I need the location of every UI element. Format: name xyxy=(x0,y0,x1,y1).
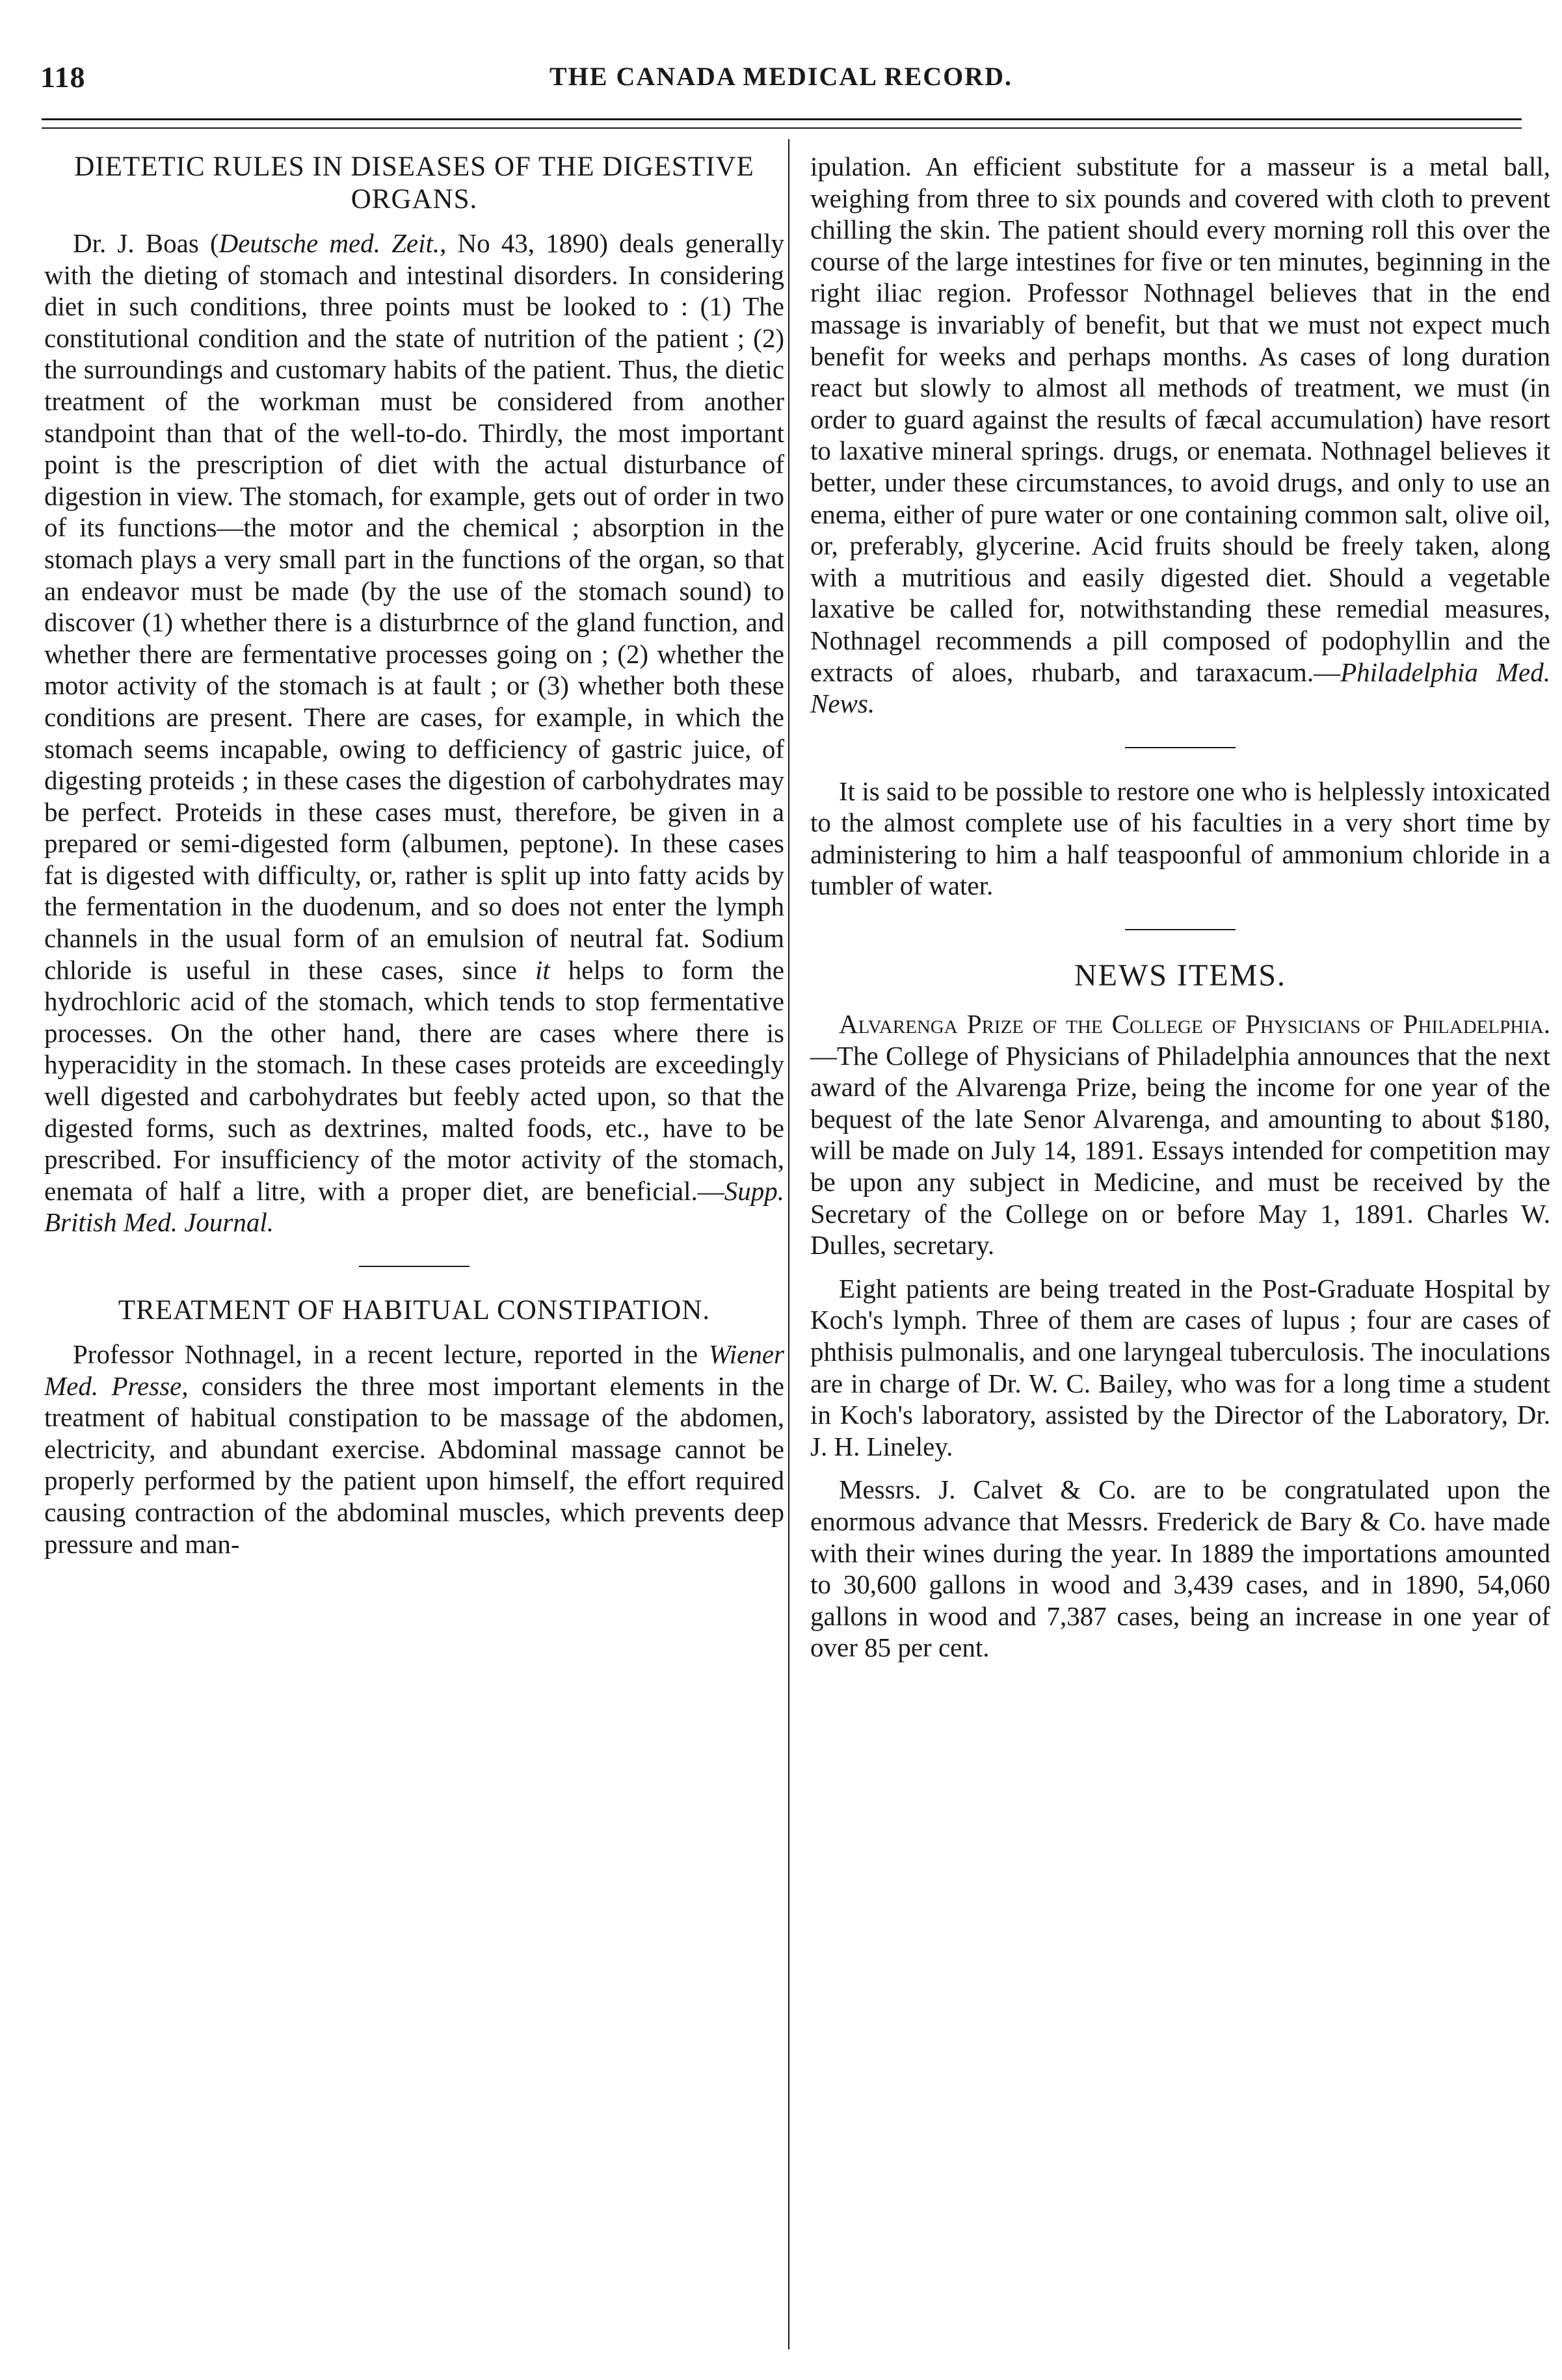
paragraph-text: —The College of Physicians of Philadelphia announces that the next award of the Alvarenga Prize, being the income for one year of the bequest of the late Senor Alvarenga, and amounting to about $180, will be made on July 14, 1891. Essays intended for competition may be upon any subject in Medicine, and must be received by the Secretary of the College on or before May 1, 1891. Charles W. Dulles, secretary. xyxy=(810,1040,1550,1261)
paragraph-text: , No 43, 1890) deals generally with the dieting of stomach and intestinal disorders. In considering diet in such conditions, three points must be looked to : (1) The constitutional condition and the state of nutrition of the patient ; (2) the surroundings and customary habits of the patient. Thus, the dietic treatment of the workman must be considered from another standpoint than that of the well-to-do. Thirdly, the most important point is the prescription of diet with the actual disturbance of digestion in view. The stomach, for example, gets out of order in two of its functions—the motor and the chemical ; absorption in the stomach plays a very small part in the functions of the organ, so that an endeavor must be made (by the use of the stomach sound) to discover (1) whether there is a disturbrnce of the gland function, and whether there are fermentative processes going on ; (2) whether the motor activity of the stomach is at fault ; or (3) whether both these conditions are present. There are cases, for example, in which the stomach seems incapable, owing to defficiency of gastric juice, of digesting proteids ; in these cases the digestion of carbohydrates may be perfect. Proteids in these cases must, therefore, be given in a prepared or semi-digested form (albumen, peptone). In these cases fat is digested with difficulty, or, rather is split up into fatty acids by the fermentation in the duodenum, and so does not enter the lymph channels in the usual form of an emulsion of neutral fat. Sodium chloride is useful in these cases, since xyxy=(44,228,784,985)
column-divider xyxy=(788,139,789,2349)
source-title: Deutsche med. Zeit. xyxy=(218,228,440,258)
news-items-heading: NEWS ITEMS. xyxy=(1074,958,1286,993)
article-heading-constipation: TREATMENT OF HABITUAL CONSTIPATION. xyxy=(118,1295,711,1326)
paragraph-text: Dr. J. Boas ( xyxy=(73,228,219,258)
header-rule-top xyxy=(42,118,1522,120)
article-paragraph-constipation xyxy=(44,1339,784,1560)
paragraph-text: Professor Nothnagel, in a recent lecture, reported in the xyxy=(73,1339,709,1369)
news-item-calvet-wines: Messrs. J. Calvet & Co. are to be congratulated upon the enormous advance that Messrs. Frederick de Bary & Co. have made with their wines during the year. In 1889 the importations amounted to 30,600 gallons in wood and 3,439 cases, and in 1890, 54,060 gallons in wood and 7,387 cases, being an increase in one year of over 85 per cent. xyxy=(810,1474,1550,1663)
section-separator-rule xyxy=(359,1266,470,1267)
article-paragraph-constipation-continued xyxy=(810,151,1550,720)
news-item-title: Alvarenga Prize of the College of Physicians of Philadelphia. xyxy=(839,1009,1550,1040)
article-heading-dietetic-rules: DIETETIC RULES IN DISEASES OF THE DIGESTIVE ORGANS. xyxy=(74,151,754,215)
running-head xyxy=(40,60,1522,99)
paragraph-text: considers the three most important elements in the treatment of habitual constipation to be massage of the abdomen, electricity, and abundant exercise. Abdominal massage cannot be properly performed by the patient upon himself, the effort required causing contraction of the abdominal muscles, which prevents deep pressure and man- xyxy=(44,1370,784,1559)
journal-title: THE CANADA MEDICAL RECORD. xyxy=(549,62,1013,91)
citation: Philadelphia Med. News. xyxy=(810,657,1550,719)
article-paragraph-dietetic-rules xyxy=(44,228,784,1238)
paragraph-text: ipulation. An efficient substitute for a masseur is a metal ball, weighing from three to six pounds and covered with cloth to prevent chilling the skin. The patient should every morning roll this over the course of the large intestines for five or ten minutes, beginning in the right iliac region. Professor Nothnagel believes that in the end massage is invariably of benefit, but that we must not expect much benefit for weeks and perhaps months. As cases of long duration react but slowly to almost all methods of treatment, we must (in order to guard against the results of fæcal accumulation) have resort to laxative mineral springs. drugs, or enemata. Nothnagel believes it better, under these circumstances, to avoid drugs, and only to use an enema, either of pure water or one containing common salt, olive oil, or, preferably, glycerine. Acid fruits should be freely taken, along with a mutritious and easily digested diet. Should a vegetable laxative be called for, notwithstanding these remedial measures, Nothnagel recommends a pill composed of podophyllin and the extracts of aloes, rhubarb, and taraxacum.— xyxy=(810,151,1550,687)
section-separator-rule xyxy=(1125,747,1236,748)
section-separator-rule xyxy=(1125,929,1236,930)
source-title: Wiener Med. Presse, xyxy=(44,1339,784,1401)
citation: Supp. British Med. Journal. xyxy=(44,1175,784,1238)
left-column xyxy=(44,151,784,1571)
emphasis-text: it xyxy=(535,954,550,985)
page-number: 118 xyxy=(40,60,86,94)
header-rule-bottom xyxy=(42,127,1522,129)
news-item-alvarenga-prize xyxy=(810,1008,1550,1261)
right-column xyxy=(810,151,1550,1675)
paragraph-text: helps to form the hydrochloric acid of the stomach, which tends to stop fermentative processes. On the other hand, there are cases where there is hyperacidity in the stomach. In these cases proteids are exceedingly well digested and carbohydrates but feebly acted upon, so that the digested forms, such as dextrines, malted foods, etc., have to be prescribed. For insufficiency of the motor activity of the stomach, enemata of half a litre, with a proper diet, are beneficial.— xyxy=(44,954,784,1206)
news-item-koch-lymph: Eight patients are being treated in the Post-Graduate Hospital by Koch's lymph. Three of them are cases of lupus ; four are cases of phthisis pulmonalis, and one laryngeal tuberculosis. The inoculations are in charge of Dr. W. C. Bailey, who was for a long time a student in Koch's laboratory, assisted by the Director of the Laboratory, Dr. J. H. Lineley. xyxy=(810,1273,1550,1461)
note-paragraph-ammonium-chloride: It is said to be possible to restore one who is helplessly intoxicated to the almost complete use of his faculties in a very short time by administering to him a half teaspoonful of ammonium chloride in a tumbler of water. xyxy=(810,776,1550,901)
